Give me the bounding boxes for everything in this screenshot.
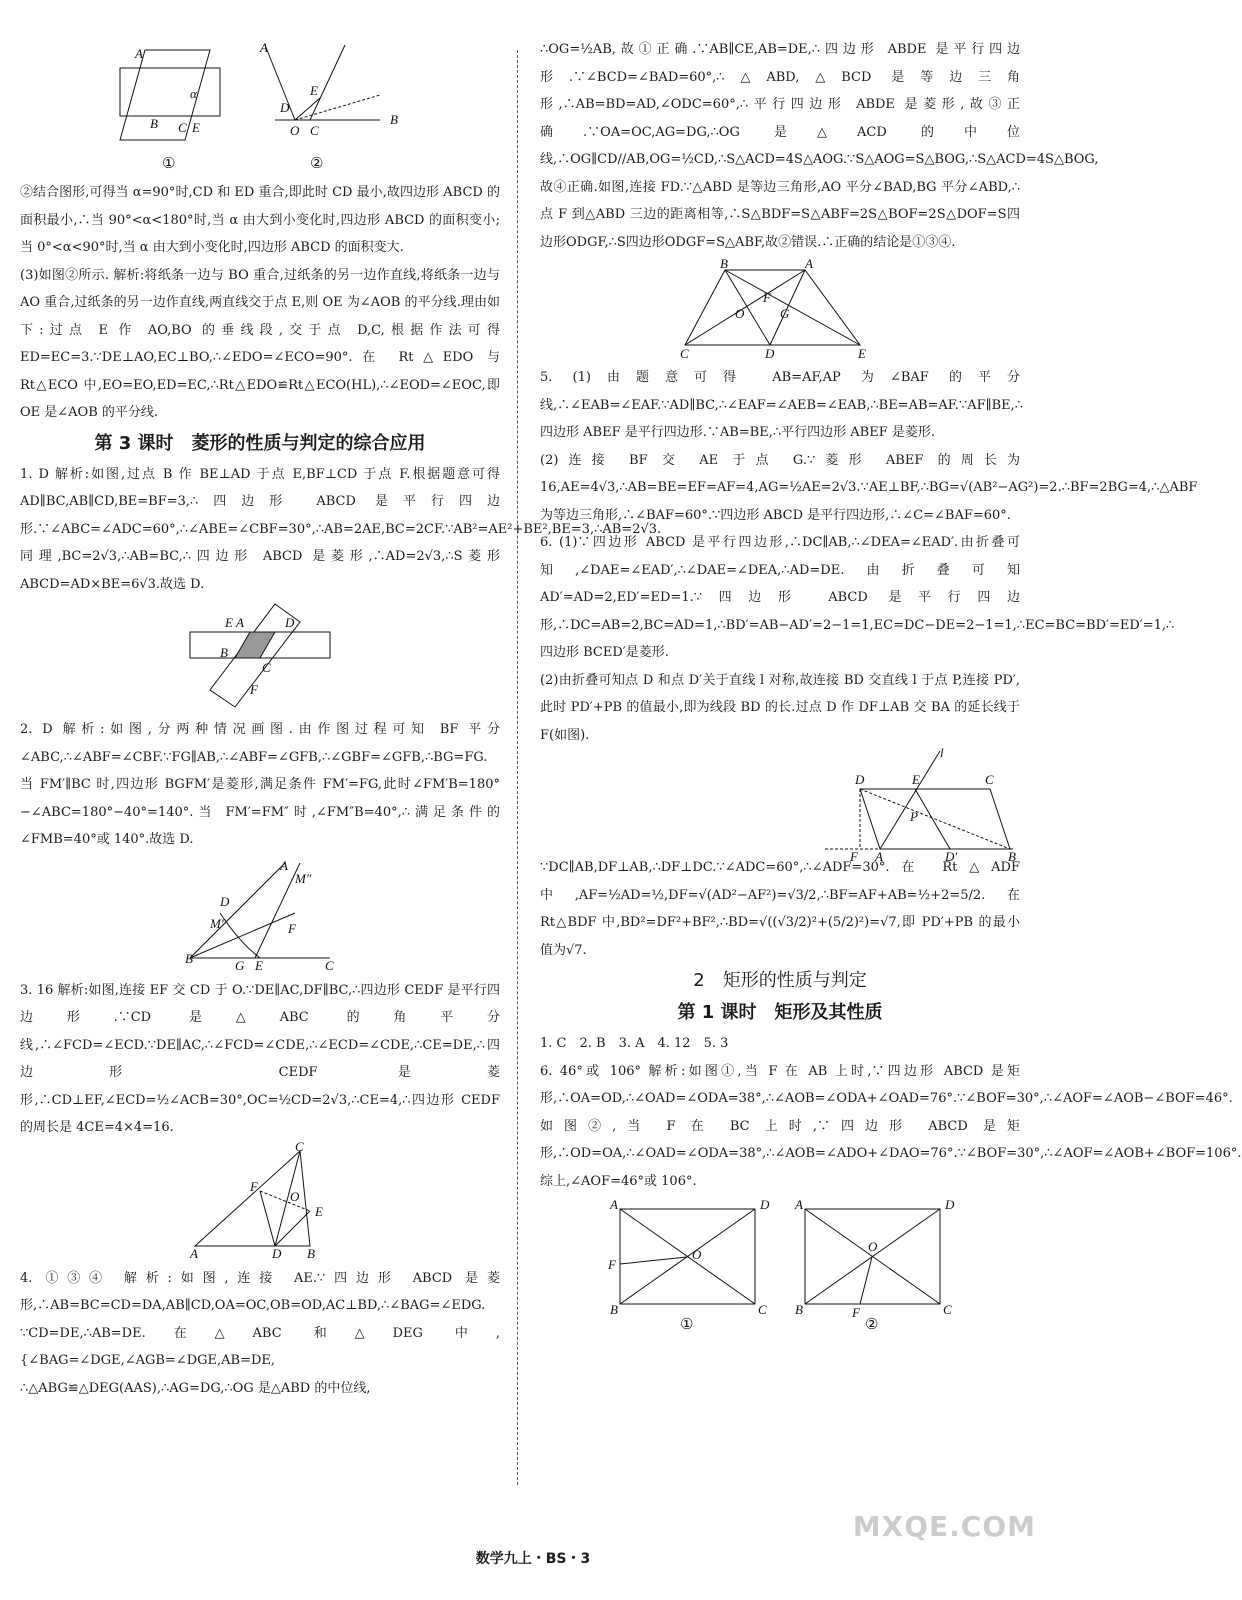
question-4-part-a: 4. ①③④ 解析:如图,连接 AE.∵四边形 ABCD 是菱形,∴AB=BC=CD=DA,AB∥CD,OA=OC,OB=OD,AC⊥BD,∴∠BAG=∠EDG. bbox=[20, 1270, 500, 1313]
question-4-continued: ∴OG=½AB,故①正确.∵AB∥CE,AB=DE,∴四边形 ABDE 是平行四边形.∵∠BCD=∠BAD=60°,∴△ABD,△BCD 是等边三角形,∴AB=BD=AD,∠ODC=60°,∴平行四边形 ABDE 是菱形,故③正确.∵OA=OC,AG=DG,∴OG 是△ACD 的中位线,∴OG∥CD//AB,OG=½CD,∴S△ACD=4S△AOG.∵S△AOG=S△BOG,∴S△ACD=4S△BOG,故④正确.如图,连接 FD.∵△ABD 是等边三角形,AO 平分∠BAD,BG 平分∠ABD,∴点 F 到△ABD 三边的距离相等,∴S△BDF=S△ABF=2S△BOF=2S△DOF=S四边形ODGF,∴S四边形ODGF=S△ABF,故②错误.∴正确的结论是①③④. bbox=[540, 42, 1099, 250]
figure-rhombus-abde bbox=[680, 256, 880, 361]
svg-text:F: F bbox=[608, 1257, 616, 1272]
svg-text:M″: M″ bbox=[295, 870, 312, 886]
svg-text:F: F bbox=[763, 290, 771, 305]
subsection-title: 第 1 课时 矩形及其性质 bbox=[677, 1002, 883, 1023]
page-footer: 数学九上・BS・3 bbox=[475, 1551, 591, 1567]
svg-text:O: O bbox=[735, 306, 745, 321]
svg-text:F: F bbox=[852, 1305, 860, 1320]
question-6-part-2: (2)由折叠可知点 D 和点 D′关于直线 l 对称,故连接 BD 交直线 l 于点 P,连接 PD′,此时 PD′+PB 的值最小,即为线段 BD 的长.过点 D 作 DF⊥AB 交 BA 的延长线于 F(如图). bbox=[540, 672, 1020, 743]
section-title-rectangle: 2 矩形的性质与判定 bbox=[693, 970, 867, 991]
svg-text:B: B bbox=[720, 256, 728, 271]
svg-text:E: E bbox=[858, 346, 866, 361]
question-6-part-2-solution: ∵DC∥AB,DF⊥AB,∴DF⊥DC.∵∠ADC=60°,∴∠ADF=30°.在 Rt△ADF 中,AF=½AD=½,DF=√(AD²−AF²)=√3/2,∴BF=AF+AB=½+2=5/2.在 Rt△BDF 中,BD²=DF²+BF²,∴BD=√((√3/2)²+(5/2)²)=√7,即 PD′+PB 的最小值为√7. bbox=[540, 860, 1020, 958]
svg-text:C: C bbox=[680, 346, 689, 361]
right-column bbox=[540, 36, 1242, 1338]
question-4-part-c: ∴△ABG≌△DEG(AAS),∴AG=DG,∴OG 是△ABD 的中位线, bbox=[20, 1380, 371, 1396]
figure-caption-1: ① bbox=[162, 156, 176, 172]
svg-text:M′: M′ bbox=[210, 915, 224, 931]
svg-text:E: E bbox=[310, 83, 318, 98]
svg-text:F: F bbox=[288, 920, 296, 936]
svg-text:E: E bbox=[912, 772, 920, 787]
svg-text:A: A bbox=[135, 46, 143, 61]
svg-text:D: D bbox=[280, 100, 290, 115]
svg-text:B: B bbox=[185, 950, 193, 966]
svg-text:E: E bbox=[315, 1203, 323, 1219]
svg-text:A: A bbox=[875, 849, 883, 864]
svg-text:D: D bbox=[272, 1245, 282, 1261]
svg-text:F: F bbox=[250, 1178, 258, 1194]
question-5-part-1: 5. (1)由题意可得 AB=AF,AP 为∠BAF 的平分线,∴∠EAB=∠EAF.∵AD∥BC,∴∠EAF=∠AEB=∠EAB,∴BE=AB=AF.∵AF∥BE,∴四边形 ABEF 是平行四边形.∵AB=BE,∴平行四边形 ABEF 是菱形. bbox=[540, 370, 1024, 440]
question-1: 1. D 解析:如图,过点 B 作 BE⊥AD 于点 E,BF⊥CD 于点 F.根据题意可得 AD∥BC,AB∥CD,BE=BF=3,∴四边形 ABCD 是平行四边形.∵∠ABC=∠ADC=60°,∴∠ABE=∠CBF=30°,∴AB=2AE,BC=2CF.∵AB²=AE²+BE²,BE=3,∴AB=2√3.同理,BC=2√3,∴AB=BC,∴四边形 ABCD 是菱形,∴AD=2√3,∴S菱形ABCD=AD×BE=6√3.故选 D. bbox=[20, 466, 662, 592]
svg-text:O: O bbox=[290, 123, 300, 138]
svg-text:B: B bbox=[795, 1302, 803, 1317]
svg-text:B: B bbox=[1008, 849, 1016, 864]
svg-text:D: D bbox=[855, 772, 865, 787]
question-4-part-b: ∵CD=DE,∴AB=DE.在△ABC 和△DEG 中,{∠BAG=∠DGE,∠AGB=∠DGE,AB=DE, bbox=[20, 1325, 500, 1368]
section-title: 第 3 课时 菱形的性质与判定的综合应用 bbox=[94, 432, 426, 454]
svg-text:C: C bbox=[310, 123, 319, 138]
paragraph-bisector: (3)如图②所示. 解析:将纸条一边与 BO 重合,过纸条的另一边作直线,将纸条一边与 AO 重合,过纸条的另一边作直线,两直线交于点 E,则 OE 为∠AOB 的平分线.理由如下:过点 E 作 AO,BO 的垂线段,交于点 D,C,根据作法可得 ED=EC=3.∵DE⊥AO,EC⊥BO,∴∠EDO=∠ECO=90°.在 Rt△EDO 与 Rt△ECO 中,EO=EO,ED=EC,∴Rt△EDO≌Rt△ECO(HL),∴∠EOD=∠EOC,即 OE 是∠AOB 的平分线. bbox=[20, 267, 500, 420]
svg-text:C: C bbox=[758, 1302, 767, 1317]
svg-text:α: α bbox=[190, 86, 197, 101]
svg-text:A: A bbox=[190, 1245, 198, 1261]
svg-text:D: D bbox=[945, 1197, 955, 1212]
svg-text:l: l bbox=[940, 745, 944, 760]
svg-text:D: D bbox=[220, 893, 230, 909]
svg-text:O: O bbox=[290, 1188, 300, 1204]
figure-triangle-cedf bbox=[180, 1138, 340, 1261]
column-divider bbox=[517, 50, 518, 1485]
svg-text:A: A bbox=[610, 1197, 618, 1212]
answer-list: 1. C 2. B 3. A 4. 12 5. 3 bbox=[540, 1036, 729, 1051]
svg-text:P: P bbox=[910, 809, 918, 824]
figure-caption-r1: ① bbox=[680, 1317, 694, 1333]
svg-text:B: B bbox=[610, 1302, 618, 1317]
figure-angle-bisector bbox=[180, 858, 340, 973]
svg-text:A: A bbox=[795, 1197, 803, 1212]
figure-paper-strips bbox=[110, 40, 410, 175]
svg-text:A: A bbox=[280, 857, 288, 873]
svg-text:G: G bbox=[780, 306, 790, 321]
question-6-rectangle: 6. 46°或 106° 解析:如图①,当 F 在 AB 上时,∵四边形 ABCD 是矩形,∴OA=OD,∴∠OAD=∠ODA=38°,∴∠AOB=∠ODA+∠OAD=76°.∵∠BOF=30°,∴∠AOF=∠AOB−∠BOF=46°.如图②,当 F 在 BC 上时,∵四边形 ABCD 是矩形,∴OD=OA,∴∠OAD=∠ODA=38°,∴∠AOB=∠ADO+∠DAO=76°.∵∠BOF=30°,∴∠AOF=∠AOB+∠BOF=106°.综上,∠AOF=46°或 106°. bbox=[540, 1063, 1242, 1189]
question-5-part-2: (2)连接 BF 交 AE 于点 G.∵菱形 ABEF 的周长为 16,AE=4√3,∴AB=BE=EF=AF=4,AG=½AE=2√3.∵AE⊥BF,∴BG=√(AB²−AG²)=2.∴BF=2BG=4,∴△ABF 为等边三角形,∴∠BAF=60°.∵四边形 ABCD 是平行四边形,∴∠C=∠BAF=60°. bbox=[540, 452, 1198, 523]
question-2: 2. D 解析:如图,分两种情况画图.由作图过程可知 BF 平分∠ABC,∴∠ABF=∠CBF.∵FG∥AB,∴∠ABF=∠GFB,∴∠GBF=∠GFB,∴BG=FG.当 FM′∥BC 时,四边形 BGFM′是菱形,满足条件 FM′=FG,此时∠FM′B=180°−∠ABC=180°−40°=140°.当 FM′=FM″时,∠FM″B=40°,∴满足条件的∠FMB=40°或 140°.故选 D. bbox=[20, 722, 500, 847]
svg-text:B: B bbox=[307, 1245, 315, 1261]
figure-folding bbox=[820, 745, 1020, 864]
svg-text:D: D bbox=[765, 346, 775, 361]
svg-text:A: A bbox=[805, 256, 813, 271]
svg-text:D: D bbox=[285, 615, 295, 630]
svg-text:G: G bbox=[235, 957, 245, 973]
paragraph-area-change: ②结合图形,可得当 α=90°时,CD 和 ED 重合,即此时 CD 最小,故四边形 ABCD 的面积最小,∴当 90°<α<180°时,当 α 由大到小变化时,四边形 ABCD 的面积变小;当 0°<α<90°时,当 α 由大到小变化时,四边形 ABCD 的面积变大. bbox=[20, 185, 500, 255]
svg-text:C: C bbox=[325, 957, 334, 973]
svg-text:B: B bbox=[390, 112, 398, 127]
svg-text:E: E bbox=[192, 120, 200, 135]
question-3: 3. 16 解析:如图,连接 EF 交 CD 于 O.∵DE∥AC,DF∥BC,∴四边形 CEDF 是平行四边形.∵CD 是△ABC 的角平分线,∴∠FCD=∠ECD.∵DE∥AC,∴∠FCD=∠CDE,∴∠ECD=∠CDE,∴CE=DE,∴四边形 CEDF 是菱形,∴CD⊥EF,∠ECD=½∠ACB=30°,OC=½CD=2√3,∴CE=4,∴四边形 CEDF 的周长是 4CE=4×4=16. bbox=[20, 982, 500, 1135]
figure-rhombus-strips bbox=[180, 602, 340, 712]
question-6-part-1: 6. (1)∵四边形 ABCD 是平行四边形,∴DC∥AB,∴∠DEA=∠EAD′.由折叠可知,∠DAE=∠EAD′,∴∠DAE=∠DEA,∴AD=DE.由折叠可知 AD′=AD=2,ED′=ED=1.∵四边形 ABCD 是平行四边形,∴DC=AB=2,BC=AD=1,∴BD′=AB−AD′=2−1=1,EC=DC−DE=2−1=1,∴EC=BC=BD′=ED′=1,∴四边形 BCED′是菱形. bbox=[540, 535, 1175, 660]
svg-text:B: B bbox=[150, 116, 158, 131]
svg-text:D: D bbox=[760, 1197, 770, 1212]
svg-text:E A: E A bbox=[225, 615, 244, 630]
svg-text:C: C bbox=[295, 1138, 304, 1154]
svg-text:E: E bbox=[255, 957, 263, 973]
watermark: MXQE.COM bbox=[852, 1510, 1036, 1543]
figure-caption-2: ② bbox=[310, 156, 324, 172]
figure-rectangles bbox=[600, 1199, 960, 1334]
svg-text:D′: D′ bbox=[945, 849, 958, 864]
svg-text:O: O bbox=[692, 1247, 702, 1262]
svg-text:C: C bbox=[178, 120, 187, 135]
svg-text:C: C bbox=[262, 660, 271, 675]
svg-text:F: F bbox=[850, 849, 858, 864]
svg-text:C: C bbox=[943, 1302, 952, 1317]
figure-caption-r2: ② bbox=[865, 1317, 879, 1333]
svg-text:A: A bbox=[260, 40, 268, 55]
svg-text:B: B bbox=[220, 645, 228, 660]
svg-text:C: C bbox=[985, 772, 994, 787]
svg-text:F: F bbox=[250, 682, 258, 697]
svg-text:O: O bbox=[868, 1239, 878, 1254]
